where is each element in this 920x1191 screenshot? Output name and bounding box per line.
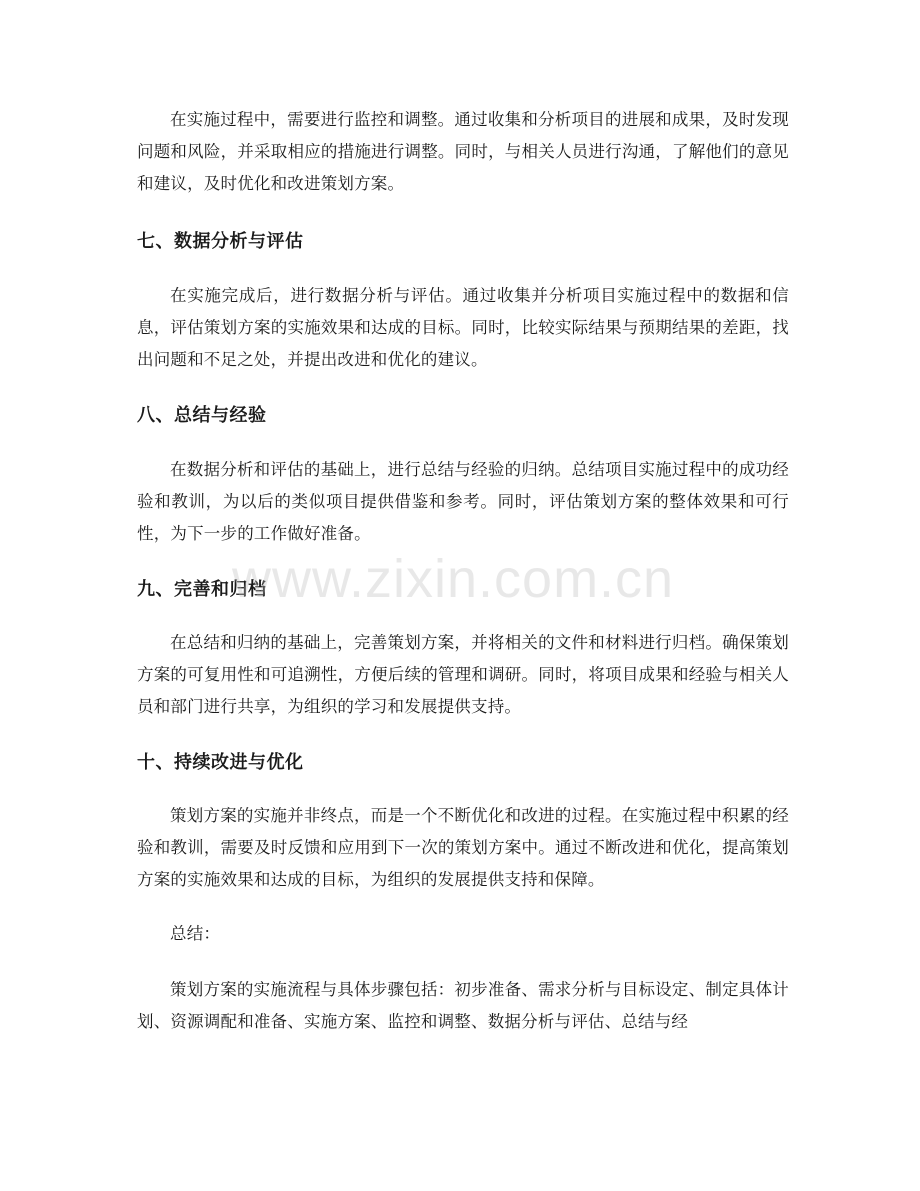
paragraph-continuous-improvement: 策划方案的实施并非终点，而是一个不断优化和改进的过程。在实施过程中积累的经验和教训，需要及时反馈和应用到下一次的策划方案中。通过不断改进和优化，提高策划方案的实施效果和达成的目标，为组织的发展提供支持和保障。: [137, 806, 789, 889]
paragraph-summary-label: 总结：: [170, 924, 221, 943]
heading-section-9: 九、完善和归档: [137, 579, 267, 600]
heading-section-8: 八、总结与经验: [137, 405, 267, 426]
heading-section-10: 十、持续改进与优化: [137, 752, 304, 773]
heading-section-7: 七、数据分析与评估: [137, 231, 304, 252]
paragraph-summary-experience: 在数据分析和评估的基础上，进行总结与经验的归纳。总结项目实施过程中的成功经验和教训，为以后的类似项目提供借鉴和参考。同时，评估策划方案的整体效果和可行性，为下一步的工作做好准备。: [137, 460, 789, 543]
watermark-text: www.zixin.com.cn: [232, 549, 675, 609]
paragraph-summary-steps: 策划方案的实施流程与具体步骤包括：初步准备、需求分析与目标设定、制定具体计划、资源调配和准备、实施方案、监控和调整、数据分析与评估、总结与经: [137, 980, 789, 1031]
paragraph-archive: 在总结和归纳的基础上，完善策划方案，并将相关的文件和材料进行归档。确保策划方案的可复用性和可追溯性，方便后续的管理和调研。同时，将项目成果和经验与相关人员和部门进行共享，为组织的学习和发展提供支持。: [137, 633, 789, 716]
paragraph-monitoring: 在实施过程中，需要进行监控和调整。通过收集和分析项目的进展和成果，及时发现问题和风险，并采取相应的措施进行调整。同时，与相关人员进行沟通，了解他们的意见和建议，及时优化和改进策划方案。: [137, 110, 789, 193]
paragraph-data-analysis: 在实施完成后，进行数据分析与评估。通过收集并分析项目实施过程中的数据和信息，评估策划方案的实施效果和达成的目标。同时，比较实际结果与预期结果的差距，找出问题和不足之处，并提出改进和优化的建议。: [137, 286, 789, 369]
